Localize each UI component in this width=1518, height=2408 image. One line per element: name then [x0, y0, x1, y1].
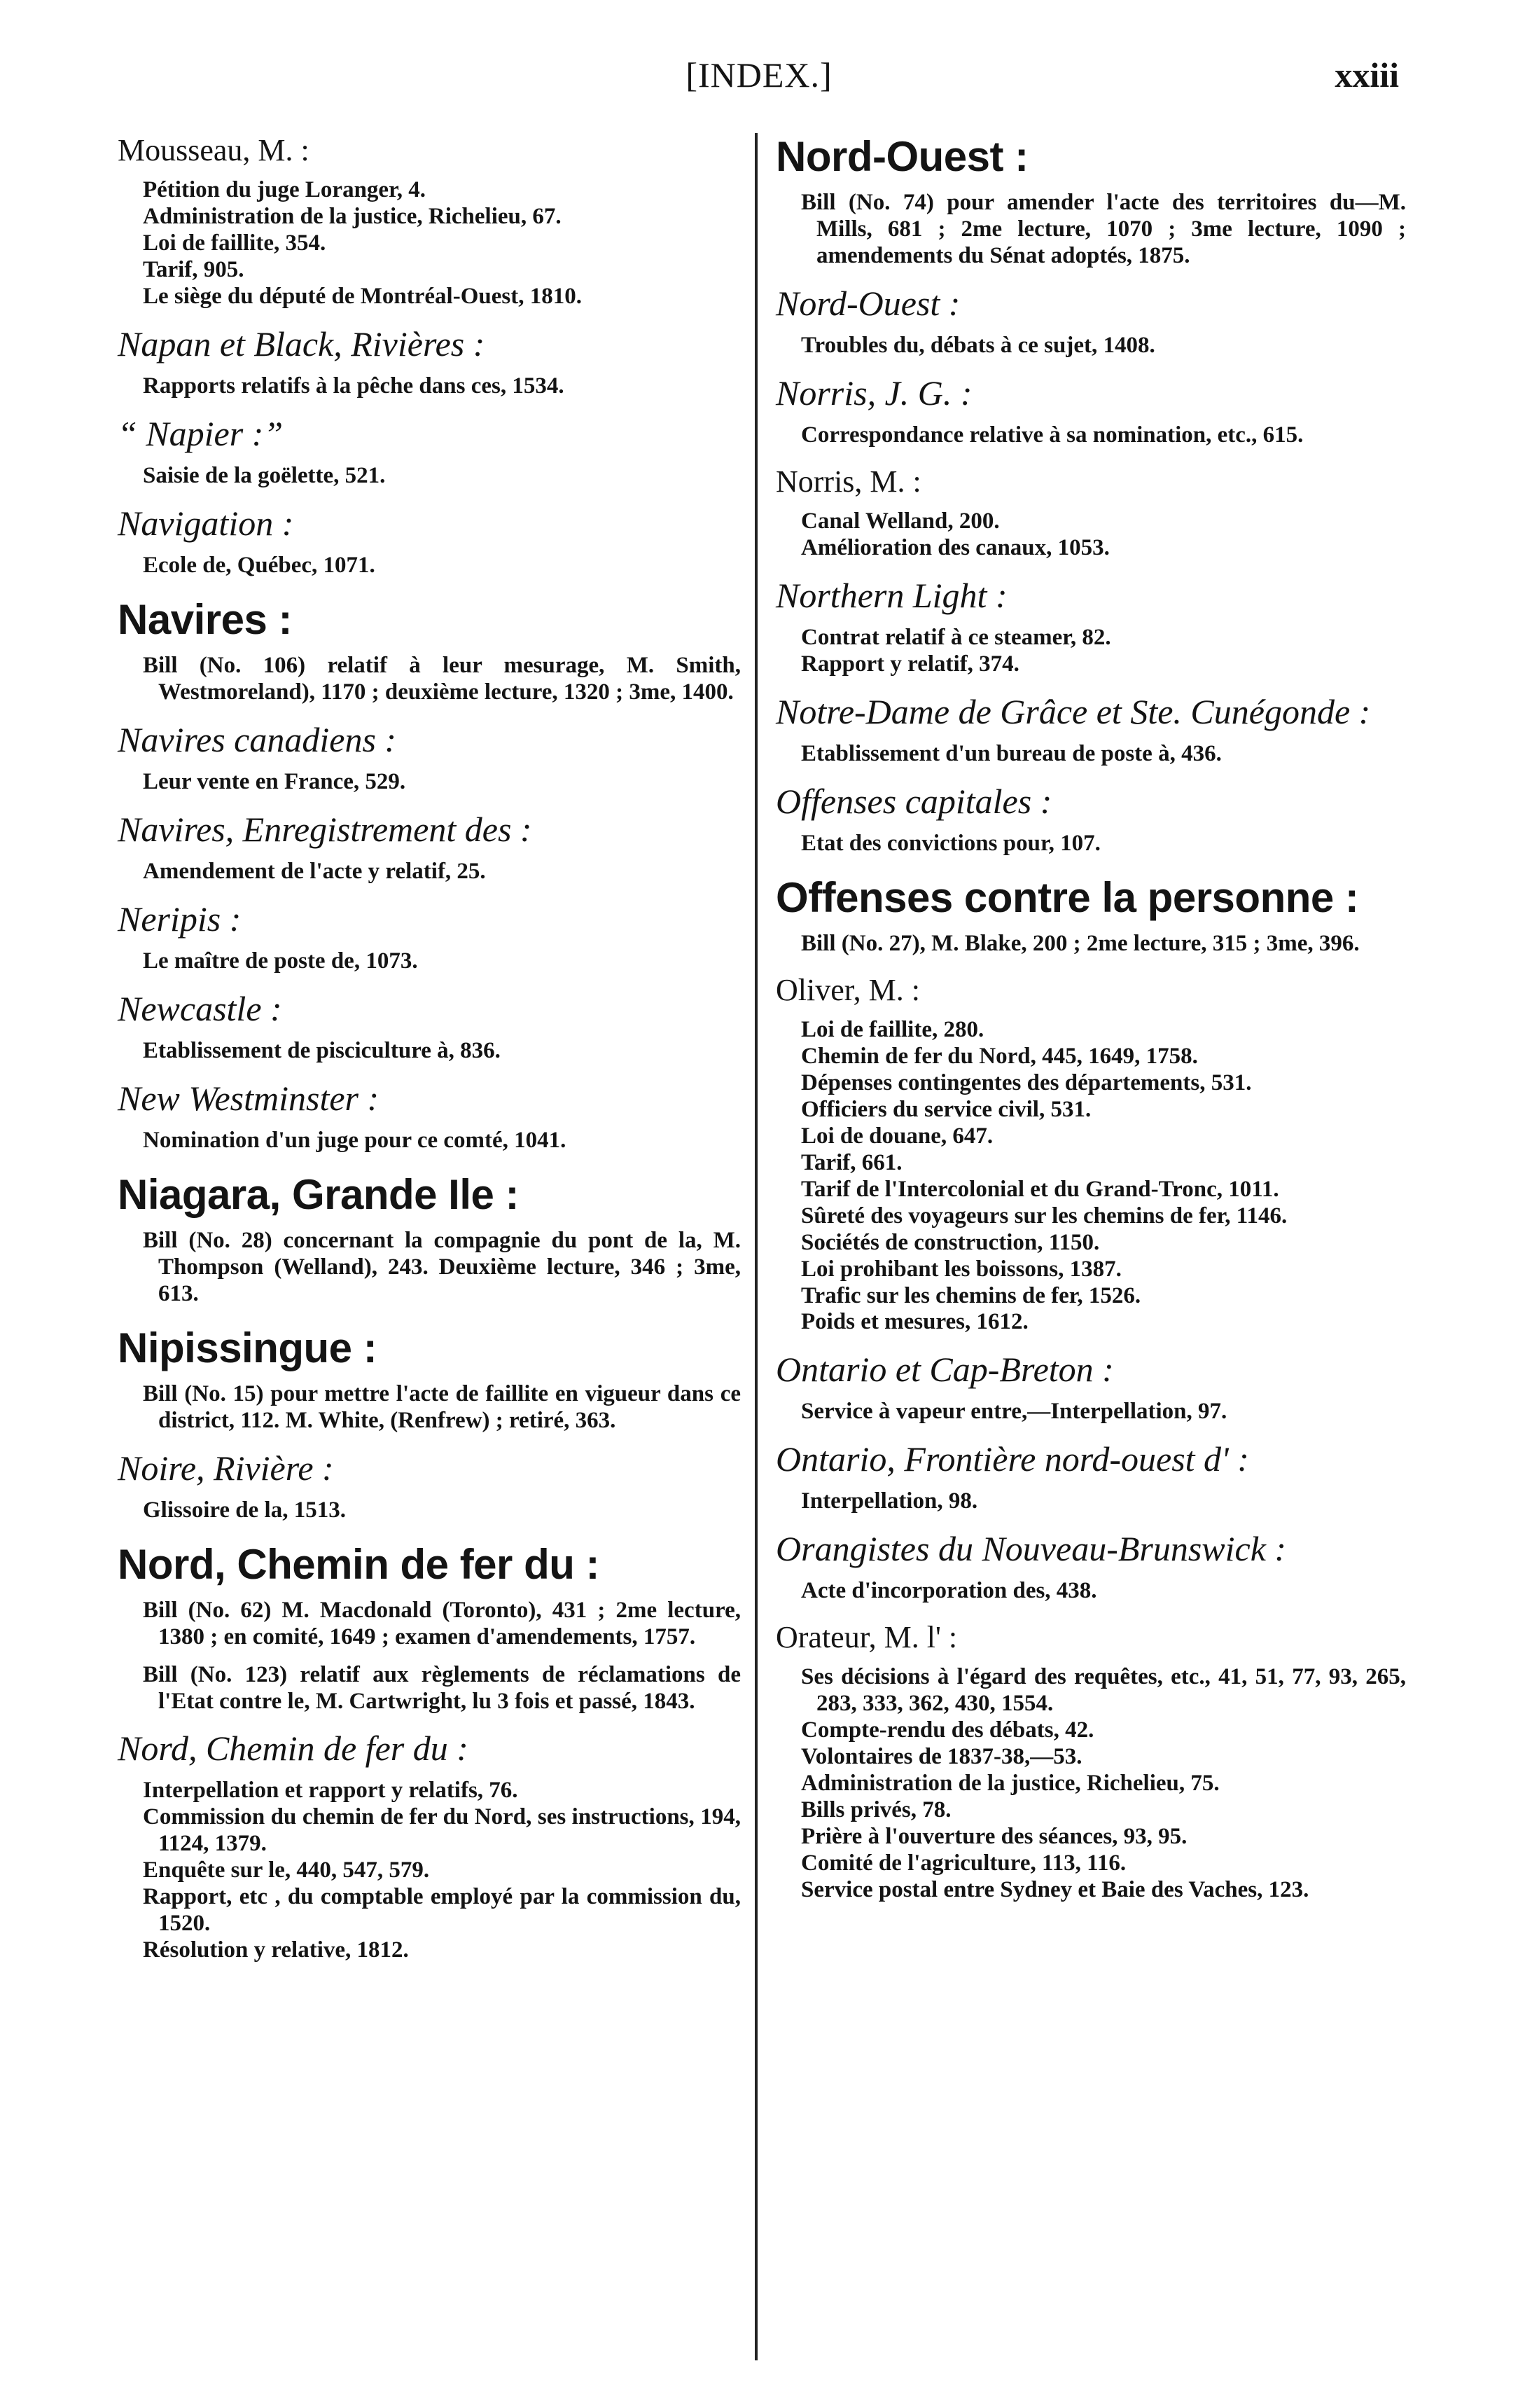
index-entry	[776, 874, 1406, 957]
index-entry	[118, 414, 741, 490]
index-entry	[776, 133, 1406, 270]
index-entry	[776, 1529, 1406, 1605]
entry-heading: Norris, M. :	[776, 464, 921, 499]
entry-item: Etablissement d'un bureau de poste à, 436.	[801, 740, 1222, 766]
page-header	[0, 49, 1518, 112]
entry-item: Ses décisions à l'égard des requêtes, etc., 41, 51, 77, 93, 265, 283, 333, 362, 430, 1554.	[801, 1664, 1406, 1717]
entry-heading: “ Napier :”	[118, 413, 284, 453]
entry-heading: Navires, Enregistrement des :	[118, 809, 532, 849]
entry-item: Saisie de la goëlette, 521.	[143, 462, 386, 488]
entry-item: Comité de l'agriculture, 113, 116.	[801, 1850, 1127, 1876]
entry-heading: Ontario, Frontière nord-ouest d' :	[776, 1439, 1249, 1479]
index-entry	[118, 899, 741, 975]
entry-heading: Newcastle :	[118, 988, 282, 1028]
index-entry	[776, 1439, 1406, 1515]
entry-item: Etablissement de pisciculture à, 836.	[143, 1037, 501, 1063]
index-entry	[118, 1448, 741, 1524]
entry-item: Contrat relatif à ce steamer, 82.	[801, 625, 1111, 651]
entry-item: Le siège du député de Montréal-Ouest, 1810.	[143, 284, 582, 310]
entry-heading: Orateur, M. l' :	[776, 1620, 958, 1655]
index-entry	[776, 1620, 1406, 1904]
entry-heading: Nord-Ouest :	[776, 133, 1029, 180]
entry-item: Service à vapeur entre,—Interpellation, 97.	[801, 1399, 1227, 1425]
index-entry	[118, 989, 741, 1065]
entry-heading: Navires canadiens :	[118, 719, 397, 759]
entry-item: Sûreté des voyageurs sur les chemins de fer, 1146.	[801, 1203, 1288, 1229]
entry-item: Administration de la justice, Richelieu, 75.	[801, 1771, 1220, 1797]
right-column	[776, 133, 1406, 1904]
index-entry	[118, 324, 741, 400]
index-entry	[118, 1541, 741, 1715]
entry-item: Rapport y relatif, 374.	[801, 651, 1019, 677]
entry-item: Bill (No. 62) M. Macdonald (Toronto), 431 ; 2me lecture, 1380 ; en comité, 1649 ; examen d'amendements, 1757.	[143, 1597, 741, 1649]
entry-item: Administration de la justice, Richelieu, 67.	[143, 204, 562, 230]
entry-heading: Neripis :	[118, 899, 242, 939]
entry-item: Glissoire de la, 1513.	[143, 1497, 346, 1523]
entry-item: Loi de faillite, 280.	[801, 1017, 984, 1043]
entry-item: Rapport, etc , du comptable employé par la commission du, 1520.	[143, 1884, 741, 1937]
entry-item: Loi de douane, 647.	[801, 1123, 994, 1149]
entry-item: Poids et mesures, 1612.	[801, 1309, 1029, 1335]
entry-item: Loi prohibant les boissons, 1387.	[801, 1256, 1122, 1282]
entry-item: Bills privés, 78.	[801, 1797, 952, 1823]
entry-item: Tarif, 661.	[801, 1149, 903, 1175]
entry-item: Loi de faillite, 354.	[143, 230, 326, 256]
entry-heading: Nord, Chemin de fer du :	[118, 1540, 600, 1588]
entry-heading: Niagara, Grande Ile :	[118, 1170, 520, 1218]
index-entry	[118, 596, 741, 706]
entry-heading: New Westminster :	[118, 1078, 380, 1118]
index-entry	[776, 373, 1406, 449]
entry-item: Acte d'incorporation des, 438.	[801, 1578, 1097, 1604]
entry-item: Bill (No. 74) pour amender l'acte des territoires du—M. Mills, 681 ; 2me lecture, 1070 ; 3me lecture, 1090 ; amendements du Sénat adoptés, 1875.	[801, 190, 1406, 269]
entry-item: Sociétés de construction, 1150.	[801, 1229, 1100, 1255]
entry-item: Résolution y relative, 1812.	[143, 1937, 409, 1963]
entry-item: Le maître de poste de, 1073.	[143, 948, 418, 974]
entry-heading: Navires :	[118, 595, 292, 643]
index-entry	[118, 133, 741, 310]
page-number: xxiii	[1335, 55, 1399, 95]
index-entry	[118, 1729, 741, 1964]
index-entry	[776, 284, 1406, 359]
entry-item: Tarif, 905.	[143, 257, 244, 283]
entry-item: Troubles du, débats à ce sujet, 1408.	[801, 333, 1155, 358]
entry-item: Bill (No. 106) relatif à leur mesurage, M. Smith, Westmoreland), 1170 ; deuxième lecture, 1320 ; 3me, 1400.	[143, 652, 741, 705]
index-entry	[118, 810, 741, 885]
entry-item: Amélioration des canaux, 1053.	[801, 535, 1110, 561]
entry-heading: Nipissingue :	[118, 1324, 377, 1371]
index-entry	[776, 973, 1406, 1336]
entry-heading: Noire, Rivière :	[118, 1448, 334, 1488]
entry-item: Tarif de l'Intercolonial et du Grand-Tronc, 1011.	[801, 1176, 1279, 1202]
left-column	[118, 133, 741, 1964]
entry-item: Trafic sur les chemins de fer, 1526.	[801, 1282, 1141, 1308]
entry-item: Chemin de fer du Nord, 445, 1649, 1758.	[801, 1044, 1198, 1070]
index-entry	[776, 1350, 1406, 1425]
entry-heading: Mousseau, M. :	[118, 133, 309, 167]
column-divider	[755, 133, 758, 2360]
running-title: [INDEX.]	[685, 55, 833, 95]
entry-item: Ecole de, Québec, 1071.	[143, 552, 375, 578]
entry-item: Leur vente en France, 529.	[143, 768, 406, 794]
entry-item: Interpellation, 98.	[801, 1488, 978, 1514]
entry-item: Compte-rendu des débats, 42.	[801, 1717, 1094, 1743]
index-entry	[776, 782, 1406, 857]
entry-item: Canal Welland, 200.	[801, 508, 1000, 534]
entry-item: Nomination d'un juge pour ce comté, 1041.	[143, 1127, 566, 1153]
entry-heading: Notre-Dame de Grâce et Ste. Cunégonde :	[776, 691, 1371, 731]
entry-item: Bill (No. 28) concernant la compagnie du pont de la, M. Thompson (Welland), 243. Deuxième lecture, 346 ; 3me, 613.	[143, 1227, 741, 1306]
entry-heading: Orangistes du Nouveau-Brunswick :	[776, 1529, 1287, 1569]
index-entry	[776, 692, 1406, 768]
entry-item: Pétition du juge Loranger, 4.	[143, 177, 426, 203]
entry-heading: Navigation :	[118, 503, 294, 543]
entry-item: Prière à l'ouverture des séances, 93, 95.	[801, 1824, 1188, 1850]
index-entry	[118, 504, 741, 579]
index-entry	[118, 720, 741, 796]
entry-item: Bill (No. 15) pour mettre l'acte de faillite en vigueur dans ce district, 112. M. White, (Renfrew) ; retiré, 363.	[143, 1381, 741, 1433]
entry-item: Officiers du service civil, 531.	[801, 1096, 1092, 1122]
entry-heading: Offenses contre la personne :	[776, 873, 1359, 921]
entry-heading: Oliver, M. :	[776, 972, 920, 1007]
index-entry	[776, 464, 1406, 562]
entry-item: Dépenses contingentes des départements, 531.	[801, 1070, 1252, 1096]
entry-heading: Nord-Ouest :	[776, 284, 961, 323]
entry-item: Service postal entre Sydney et Baie des Vaches, 123.	[801, 1876, 1309, 1902]
entry-item: Volontaires de 1837-38,—53.	[801, 1744, 1082, 1770]
entry-item: Enquête sur le, 440, 547, 579.	[143, 1857, 430, 1883]
entry-item: Amendement de l'acte y relatif, 25.	[143, 858, 486, 884]
entry-heading: Northern Light :	[776, 576, 1008, 616]
entry-heading: Ontario et Cap-Breton :	[776, 1350, 1114, 1390]
index-entry	[118, 1324, 741, 1434]
index-entry	[776, 576, 1406, 678]
entry-item: Etat des convictions pour, 107.	[801, 830, 1101, 856]
index-entry	[118, 1171, 741, 1308]
entry-heading: Nord, Chemin de fer du :	[118, 1729, 468, 1769]
index-entry	[118, 1079, 741, 1154]
entry-heading: Napan et Black, Rivières :	[118, 324, 485, 364]
entry-item: Bill (No. 123) relatif aux règlements de réclamations de l'Etat contre le, M. Cartwright, lu 3 fois et passé, 1843.	[143, 1661, 741, 1714]
entry-item: Bill (No. 27), M. Blake, 200 ; 2me lecture, 315 ; 3me, 396.	[801, 930, 1360, 956]
entry-heading: Offenses capitales :	[776, 781, 1052, 821]
entry-heading: Norris, J. G. :	[776, 373, 973, 413]
entry-item: Correspondance relative à sa nomination, etc., 615.	[801, 422, 1304, 448]
entry-item: Interpellation et rapport y relatifs, 76.	[143, 1778, 518, 1804]
entry-item: Commission du chemin de fer du Nord, ses instructions, 194, 1124, 1379.	[143, 1804, 741, 1857]
entry-item: Rapports relatifs à la pêche dans ces, 1534.	[143, 373, 564, 399]
